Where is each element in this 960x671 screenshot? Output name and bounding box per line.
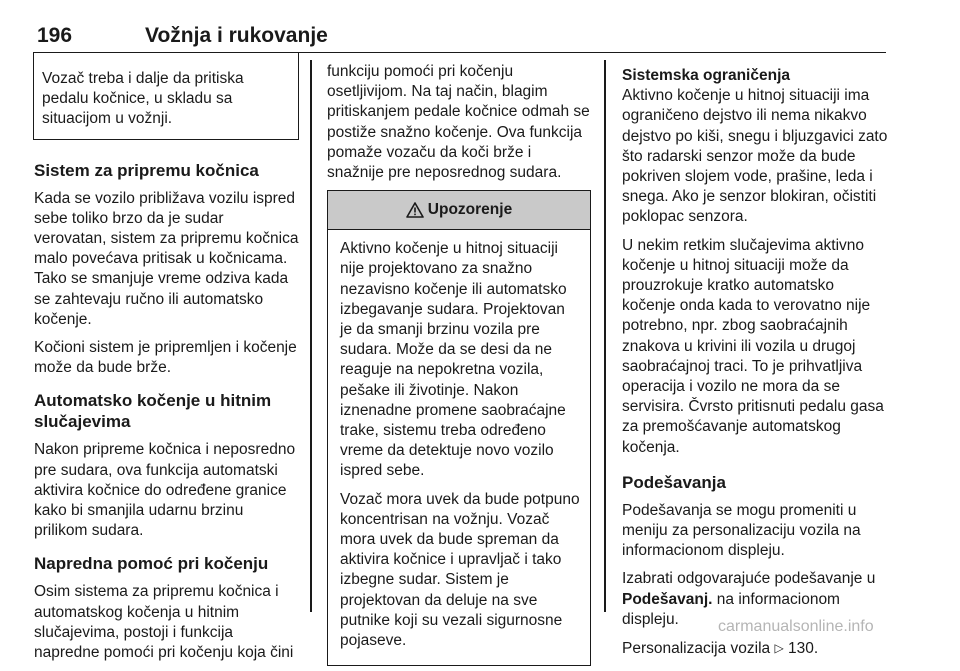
- reference-text: Personalizacija vozila: [622, 640, 775, 658]
- paragraph: Kočioni sistem je pripremljen i kočenje može da bude brže.: [34, 339, 297, 377]
- paragraph: Podešavanja se mogu promeniti u meniju za personalizaciju vozila na informacionom displeju.: [622, 501, 861, 560]
- section-heading-settings: Podešavanja: [622, 472, 726, 492]
- column-divider-2: [604, 60, 606, 612]
- page-header: [33, 22, 886, 53]
- paragraph: U nekim retkim slučajevima aktivno kočenje u hitnoj situaciji može da prouzrokuje kratko automatsko kočenje onda kada to verovatno nije potrebno, npr. zbog saobraćajnih znakova u krivini ili vozila u drugoj saobraćajnoj traci. To je prihvatljiva operacija i vozilo ne mora da se servisira. Čvrsto pritisnuti pedalu gasa za premošćavanje automatskog kočenja.: [622, 236, 884, 456]
- column-divider-1: [310, 60, 312, 612]
- section-heading-brake-prep: Sistem za pripremu kočnica: [34, 160, 259, 180]
- warning-title: Upozorenje: [427, 201, 513, 219]
- subheading-system-limits: Sistemska ograničenja: [622, 67, 790, 84]
- paragraph: funkciju pomoći pri kočenju osetljivijom. Na taj način, blagim pritiskanjem pedale kočnice odmah se postiže snažno kočenje. Ova funkcija pomaže vozaču da koči brže i snažnije pre neposrednog sudara.: [327, 63, 590, 182]
- warning-triangle-icon: [406, 202, 424, 218]
- settings-text: na informacionom displeju.: [622, 590, 840, 628]
- section-heading-brake-assist: Napredna pomoć pri kočenju: [34, 554, 269, 574]
- page-number: 196: [37, 24, 73, 47]
- page-reference-icon: ▷: [774, 641, 784, 656]
- notice-text: Vozač treba i dalje da pritiska pedalu kočnice, u skladu sa situacijom u vožnji.: [42, 70, 244, 128]
- warning-body: [328, 230, 590, 665]
- settings-text: Izabrati odgovarajuće podešavanje u: [622, 570, 876, 588]
- warning-paragraph: Vozač mora uvek da bude potpuno koncentrisan na vožnju. Vozač mora uvek da bude spreman da aktivira kočnice i upravljač i tako izbegne sudar. Sistem je projektovan da deluje na sve putnike koji su vezali sigurnosne pojaseve.: [340, 490, 580, 650]
- paragraph: Nakon pripreme kočnica i neposredno pre sudara, ova funkcija automatski aktivira kočnice do određene granice kako bi smanjila udarnu brzinu prilikom sudara.: [34, 441, 296, 540]
- right-column: [622, 66, 890, 667]
- section-heading-emergency-braking: Automatsko kočenje u hitnim slučajevima: [34, 391, 272, 432]
- paragraph: Kada se vozilo približava vozilu ispred sebe toliko brzo da je sudar verovatan, sistem za pripremu kočnica malo povećava pritisak u kočnicama. Tako se smanjuje vreme odziva kada se zahtevaju ručno ili automatsko kočenje.: [34, 189, 299, 328]
- reference-page[interactable]: 130.: [783, 640, 819, 658]
- paragraph: Aktivno kočenje u hitnoj situaciji ima ograničeno dejstvo ili nema nikakvo dejstvo po kiši, snegu i bljuzgavici zato što radarski senzor može da bude pokriven slojem vode, prašine, leda i snega. Ako je senzor blokiran, očistiti poklopac senzora.: [622, 87, 888, 226]
- paragraph: Osim sistema za pripremu kočnica i automatskog kočenja u hitnim slučajevima, postoji i funkcija napredne pomoći pri kočenju koja čini: [34, 583, 294, 662]
- warning-paragraph: Aktivno kočenje u hitnoj situaciji nije projektovano za snažno nezavisno kočenje ili automatsko izbegavanje sudara. Projektovan je da smanji brzinu vozila pre sudara. Može da se desi da ne reaguje na nepokretna vozila, pešake ili životinje. Nakon iznenadne promene saobraćajne trake, sistemu treba određeno vreme da detektuje novo vozilo ispred sebe.: [340, 240, 567, 480]
- chapter-title: Vožnja i rukovanje: [145, 24, 328, 47]
- cross-reference: [622, 638, 890, 659]
- warning-box: [327, 190, 591, 666]
- settings-menu-label: Podešavanj.: [622, 590, 713, 608]
- watermark: carmanualsonline.info: [718, 618, 874, 635]
- left-column: [34, 52, 299, 671]
- notice-box: [33, 52, 299, 140]
- middle-column: [327, 62, 591, 666]
- warning-header: [328, 191, 590, 230]
